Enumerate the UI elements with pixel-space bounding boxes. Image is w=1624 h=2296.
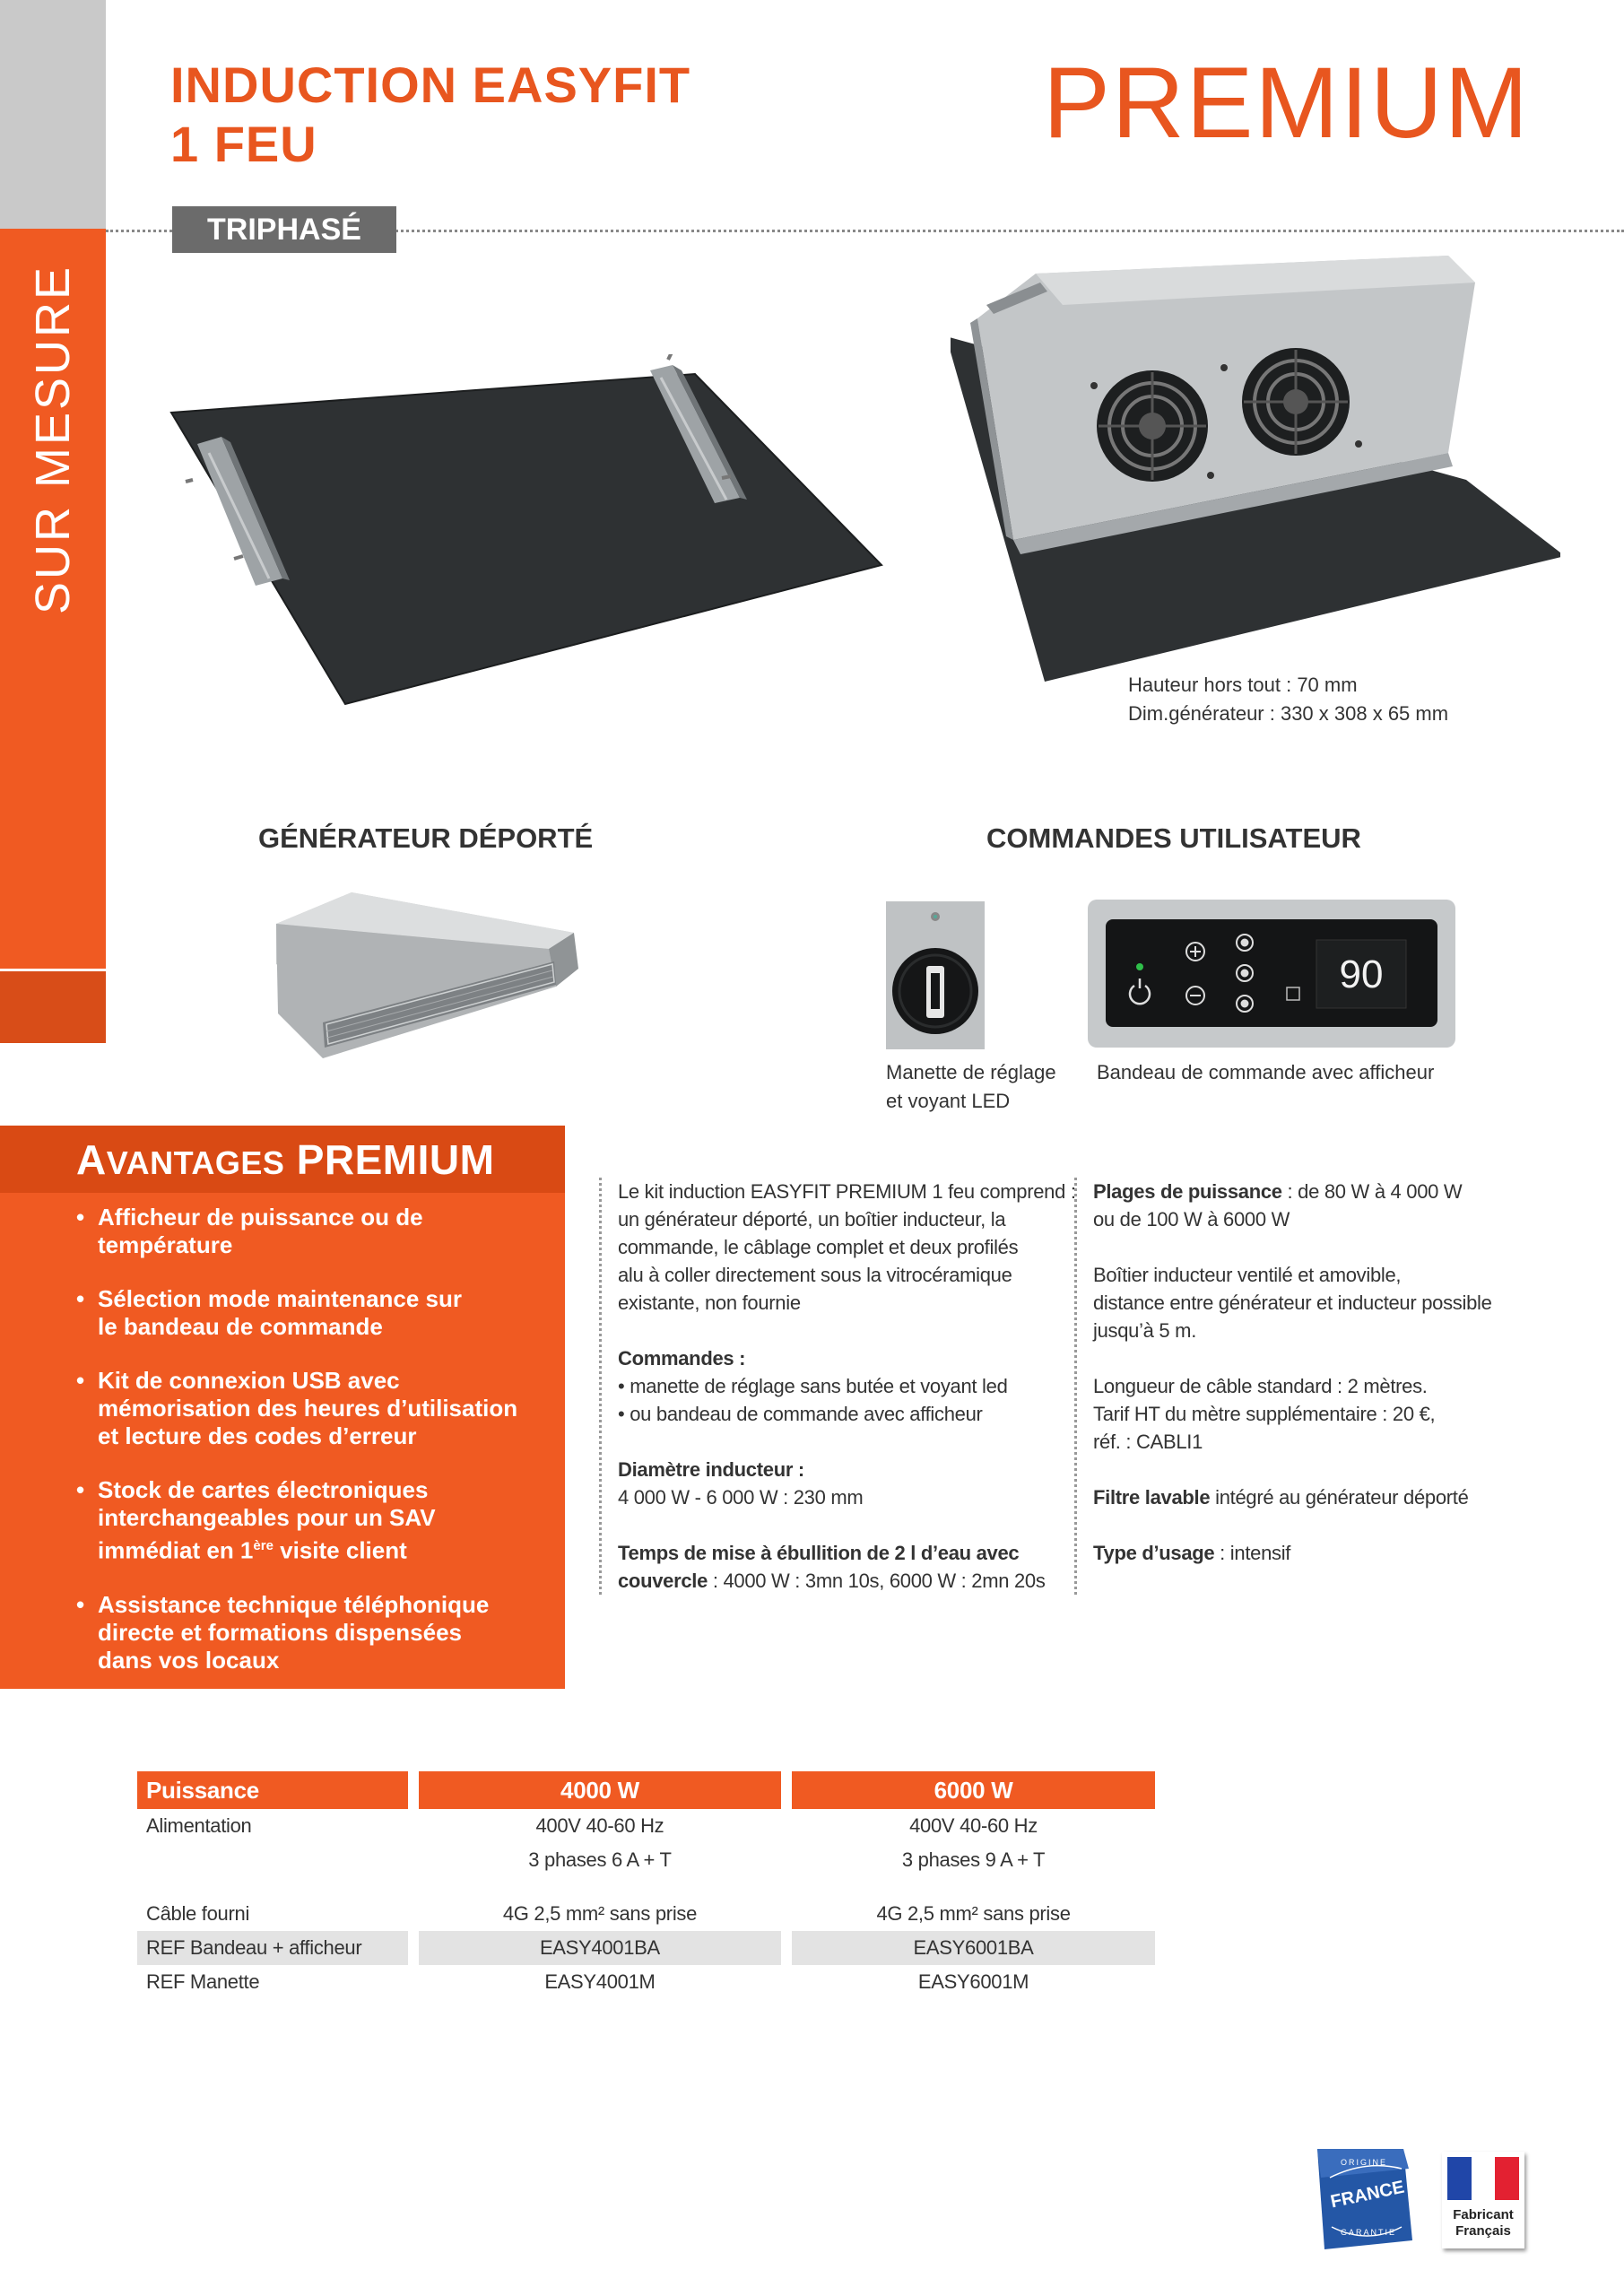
french-flag-icon — [1447, 2157, 1519, 2200]
advantage-item: • Stock de cartes électroniques interchangeables pour un SAV immédiat en 1ère visite client — [76, 1476, 543, 1565]
product-title-line1: INDUCTION EASYFIT — [170, 57, 691, 113]
origine-france-text: FRANCE — [1328, 2177, 1406, 2213]
origine-arc-text: ORIGINE — [1341, 2158, 1388, 2167]
garantie-arc-text: GARANTIE — [1341, 2228, 1397, 2237]
kit-diameter: Diamètre inducteur : 4 000 W - 6 000 W : 230 mm — [618, 1458, 864, 1509]
advantage-item: • Afficheur de puissance ou de température — [76, 1204, 543, 1259]
advantages-list — [76, 1204, 543, 1700]
table-row: Câble fourni 4G 2,5 mm² sans prise 4G 2,5 mm² sans prise — [146, 1902, 1071, 1925]
fan-left-icon — [1097, 370, 1208, 482]
kit-boil-time: Temps de mise à ébullition de 2 l d’eau avec couvercle : 4000 W : 3mn 10s, 6000 W : 2mn 20s — [618, 1542, 1046, 1592]
spec-table — [137, 1771, 1155, 1999]
table-row: REF Manette EASY4001M EASY6001M — [146, 1970, 1029, 1993]
table-row: 3 phases 6 A + T 3 phases 9 A + T — [528, 1848, 1046, 1871]
control-knob-image — [886, 901, 985, 1049]
knob-caption: Manette de réglage et voyant LED — [886, 1061, 1056, 1112]
phase-badge: TRIPHASÉ — [172, 206, 396, 253]
sidebar-label: SUR MESURE — [26, 264, 80, 615]
commands-heading: COMMANDES UTILISATEUR — [986, 822, 1361, 854]
side-band-grey — [0, 0, 106, 229]
product-title-line2: 1 FEU — [170, 116, 317, 172]
panel-caption: Bandeau de commande avec afficheur — [1097, 1061, 1435, 1083]
generator-heading: GÉNÉRATEUR DÉPORTÉ — [258, 822, 594, 854]
inductor-housing-image — [951, 251, 1560, 700]
feature-power-range: Plages de puissance : de 80 W à 4 000 W ou de 100 W à 6000 W — [1093, 1180, 1463, 1231]
fabricant-francais-logo: Fabricant Français — [1435, 2148, 1529, 2251]
table-spacer — [137, 1877, 1155, 1897]
advantage-item: • Assistance technique téléphonique directe et formations dispensées dans vos locaux — [76, 1591, 543, 1674]
origine-france-garantie-logo — [1314, 2142, 1417, 2254]
feature-filter: Filtre lavable intégré au générateur déporté — [1093, 1486, 1469, 1509]
panel-display-value: 90 — [1339, 952, 1384, 996]
side-band-orange-dark — [0, 969, 106, 1043]
table-row: REF Bandeau + afficheur EASY4001BA EASY6001BA — [137, 1931, 1155, 1965]
table-header-row: Puissance 4000 W 6000 W — [137, 1771, 1155, 1809]
height-text: Hauteur hors tout : 70 mm — [1128, 674, 1358, 696]
power-led-icon — [1136, 963, 1143, 970]
features-description — [1074, 1178, 1568, 1595]
kit-description — [599, 1178, 1084, 1595]
advantage-item: • Kit de connexion USB avec mémorisation des heures d’utilisation et lecture des codes d’erreur — [76, 1367, 543, 1450]
ceramic-plate-image — [166, 354, 883, 713]
advantages-title: AVANTAGES PREMIUM — [76, 1136, 495, 1183]
fan-right-icon — [1242, 348, 1350, 456]
range-title: PREMIUM — [1043, 47, 1530, 159]
kit-intro: Le kit induction EASYFIT PREMIUM 1 feu comprend : un générateur déporté, un boîtier inducteur, la commande, le câblage complet et deux profilés alu à coller directement sous la vitrocéramique existante, non fournie — [618, 1180, 1076, 1314]
feature-usage: Type d’usage : intensif — [1093, 1542, 1291, 1564]
remote-generator-image — [269, 888, 583, 1067]
generator-dimensions-text: Dim.générateur : 330 x 308 x 65 mm — [1128, 702, 1449, 725]
dimensions-caption — [1128, 671, 1448, 728]
table-row: Alimentation 400V 40-60 Hz 400V 40-60 Hz — [146, 1814, 1038, 1837]
kit-commands: Commandes : • manette de réglage sans butée et voyant led • ou bandeau de commande avec afficheur — [618, 1347, 1008, 1425]
feature-box: Boîtier inducteur ventilé et amovible, distance entre générateur et inducteur possible jusqu’à 5 m. — [1093, 1264, 1492, 1342]
advantage-item: • Sélection mode maintenance sur le bandeau de commande — [76, 1285, 543, 1341]
feature-cable: Longueur de câble standard : 2 mètres. Tarif HT du mètre supplémentaire : 20 €, réf. : CABLI1 — [1093, 1375, 1436, 1453]
